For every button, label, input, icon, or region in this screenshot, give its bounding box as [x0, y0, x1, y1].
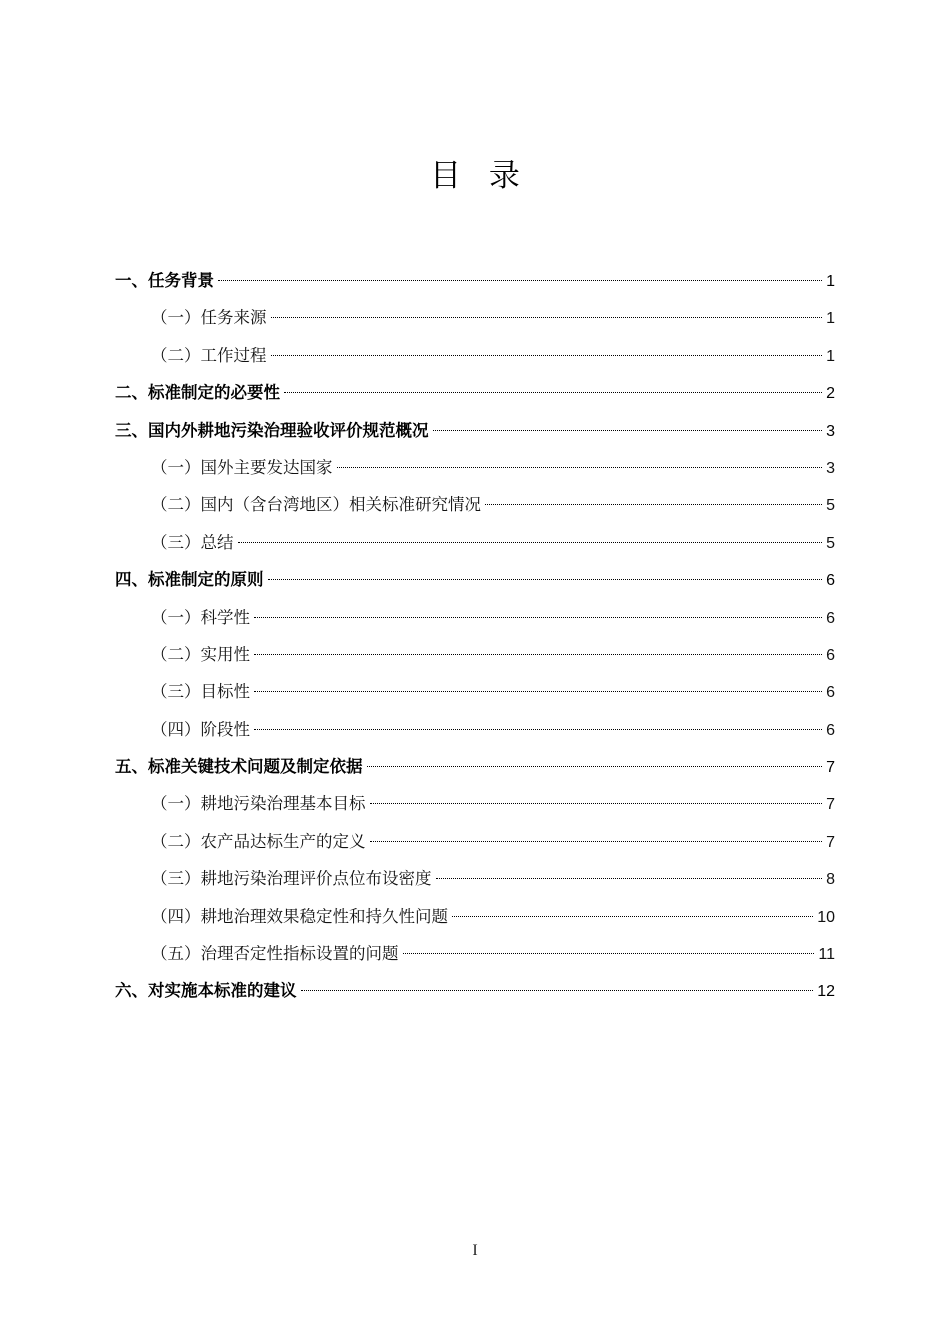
toc-section-entry[interactable]	[115, 337, 835, 374]
toc-chapter-entry[interactable]	[115, 374, 835, 411]
toc-section-entry[interactable]	[115, 898, 835, 935]
toc-dot-leader	[238, 542, 823, 543]
toc-dot-leader	[271, 355, 823, 356]
toc-chapter-entry[interactable]	[115, 262, 835, 299]
toc-entry-label: （三）总结	[151, 532, 234, 552]
toc-dot-leader	[271, 317, 823, 318]
toc-chapter-entry[interactable]	[115, 972, 835, 1009]
toc-section-entry[interactable]	[115, 935, 835, 972]
toc-section-entry[interactable]	[115, 711, 835, 748]
toc-entry-page-number: 8	[826, 871, 835, 889]
toc-entry-label: 五、标准关键技术问题及制定依据	[115, 757, 363, 777]
toc-entry-page-number: 6	[826, 721, 835, 739]
toc-entry-page-number: 1	[826, 310, 835, 328]
toc-dot-leader	[254, 729, 822, 730]
toc-dot-leader	[485, 504, 822, 505]
toc-entry-label: 四、标准制定的原则	[115, 570, 264, 590]
toc-section-entry[interactable]	[115, 599, 835, 636]
toc-entry-label: （一）耕地污染治理基本目标	[151, 794, 366, 814]
toc-dot-leader	[254, 617, 822, 618]
toc-entry-label: （二）实用性	[151, 644, 250, 664]
toc-dot-leader	[370, 841, 823, 842]
toc-section-entry[interactable]	[115, 486, 835, 523]
toc-entry-page-number: 7	[826, 833, 835, 851]
toc-dot-leader	[268, 579, 823, 580]
toc-chapter-entry[interactable]	[115, 561, 835, 598]
toc-entry-label: （二）农产品达标生产的定义	[151, 831, 366, 851]
toc-dot-leader	[254, 654, 822, 655]
toc-entry-page-number: 7	[826, 796, 835, 814]
toc-entry-label: （四）耕地治理效果稳定性和持久性问题	[151, 906, 448, 926]
toc-dot-leader	[436, 878, 823, 879]
toc-dot-leader	[433, 430, 823, 431]
toc-entry-page-number: 3	[826, 422, 835, 440]
toc-dot-leader	[218, 280, 822, 281]
toc-entry-page-number: 6	[826, 684, 835, 702]
table-of-contents	[115, 262, 835, 1010]
toc-entry-page-number: 7	[826, 759, 835, 777]
toc-entry-page-number: 6	[826, 572, 835, 590]
toc-entry-page-number: 6	[826, 609, 835, 627]
toc-entry-label: 六、对实施本标准的建议	[115, 981, 297, 1001]
toc-section-entry[interactable]	[115, 860, 835, 897]
toc-section-entry[interactable]	[115, 823, 835, 860]
toc-chapter-entry[interactable]	[115, 748, 835, 785]
toc-section-entry[interactable]	[115, 299, 835, 336]
toc-entry-label: （二）工作过程	[151, 345, 267, 365]
toc-dot-leader	[337, 467, 823, 468]
toc-entry-label: （一）国外主要发达国家	[151, 457, 333, 477]
toc-section-entry[interactable]	[115, 449, 835, 486]
toc-dot-leader	[370, 803, 823, 804]
toc-entry-label: （一）任务来源	[151, 308, 267, 328]
toc-dot-leader	[284, 392, 822, 393]
toc-section-entry[interactable]	[115, 636, 835, 673]
page-number: I	[472, 1242, 478, 1259]
toc-dot-leader	[367, 766, 823, 767]
toc-entry-page-number: 10	[817, 908, 835, 926]
toc-entry-page-number: 2	[826, 385, 835, 403]
toc-entry-page-number: 3	[826, 459, 835, 477]
toc-entry-page-number: 1	[826, 273, 835, 290]
toc-entry-label: （三）目标性	[151, 682, 250, 702]
toc-entry-page-number: 5	[826, 497, 835, 515]
page-title: 目录	[430, 158, 548, 194]
toc-entry-label: （三）耕地污染治理评价点位布设密度	[151, 869, 432, 889]
toc-section-entry[interactable]	[115, 524, 835, 561]
toc-chapter-entry[interactable]	[115, 412, 835, 449]
toc-entry-page-number: 1	[826, 347, 835, 365]
toc-entry-label: （一）科学性	[151, 607, 250, 627]
toc-dot-leader	[403, 953, 815, 954]
toc-entry-label: （五）治理否定性指标设置的问题	[151, 944, 399, 964]
toc-entry-label: 二、标准制定的必要性	[115, 383, 280, 403]
toc-entry-label: （四）阶段性	[151, 719, 250, 739]
toc-entry-page-number: 6	[826, 646, 835, 664]
toc-section-entry[interactable]	[115, 673, 835, 710]
toc-entry-page-number: 11	[818, 946, 835, 964]
toc-entry-page-number: 5	[826, 534, 835, 552]
toc-dot-leader	[254, 691, 822, 692]
toc-entry-label: 一、任务背景	[115, 271, 214, 290]
toc-entry-page-number: 12	[817, 983, 835, 1001]
toc-section-entry[interactable]	[115, 785, 835, 822]
toc-entry-label: （二）国内（含台湾地区）相关标准研究情况	[151, 495, 481, 515]
toc-entry-label: 三、国内外耕地污染治理验收评价规范概况	[115, 420, 429, 440]
toc-dot-leader	[301, 990, 814, 991]
toc-dot-leader	[452, 916, 813, 917]
